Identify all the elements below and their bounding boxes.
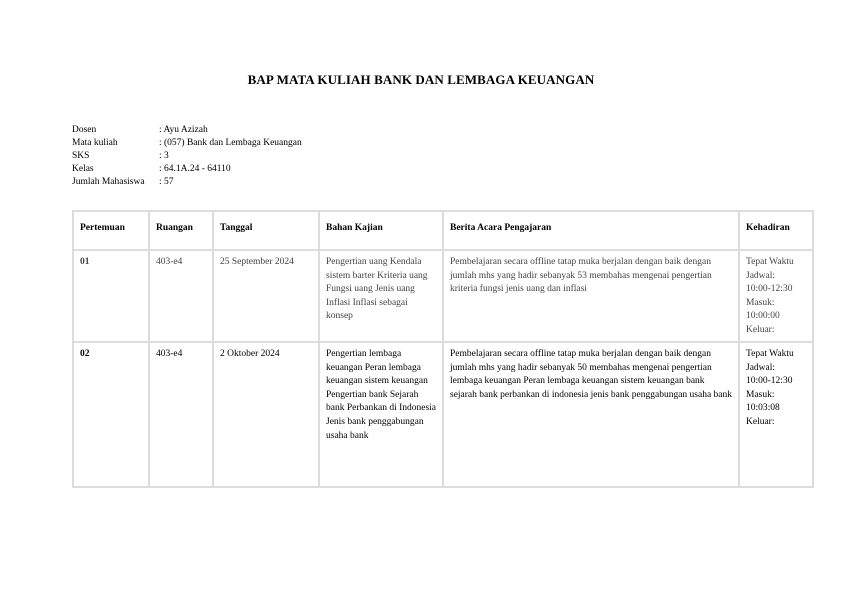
header-pertemuan: Pertemuan: [73, 211, 149, 250]
kehadiran-jadwal: 10:00-12:30: [746, 376, 793, 387]
table-row: [73, 342, 813, 487]
kehadiran-masuk: 10:00:00: [746, 311, 780, 322]
kehadiran-masuk-label: Masuk:: [746, 297, 775, 308]
header-tanggal: Tanggal: [213, 211, 319, 250]
cell-kehadiran: [739, 342, 813, 487]
cell-pertemuan: 02: [73, 342, 149, 487]
cell-bahan-kajian: Pengertian uang Kendala sistem barter Kriteria uang Fungsi uang Jenis uang Inflasi Inflasi sebagai konsep: [319, 250, 443, 342]
cell-tanggal: 25 September 2024: [213, 250, 319, 342]
kehadiran-status: Tepat Waktu: [746, 257, 794, 267]
info-row-mata-kuliah: [72, 137, 302, 150]
header-berita-acara: Berita Acara Pengajaran: [443, 211, 739, 250]
cell-berita-acara: Pembelajaran secara offline tatap muka berjalan dengan baik dengan jumlah mhs yang hadir sebanyak 50 membahas mengenai pengertian lembaga keuangan Peran lembaga keuangan sistem keuangan bank sejarah bank perbankan di indonesia jenis bank penggabungan usaha bank: [443, 342, 739, 487]
page-title: BAP MATA KULIAH BANK DAN LEMBAGA KEUANGAN: [247, 72, 595, 87]
cell-berita-acara: Pembelajaran secara offline tatap muka berjalan dengan baik dengan jumlah mhs yang hadir sebanyak 53 membahas mengenai pengertian kriteria fungsi jenis uang dan inflasi: [443, 250, 739, 342]
kehadiran-keluar-label: Keluar:: [746, 324, 775, 335]
kehadiran-masuk: 10:03:08: [746, 403, 780, 414]
info-value: : 3: [159, 151, 169, 161]
cell-bahan-kajian: Pengertian lembaga keuangan Peran lembaga keuangan sistem keuangan Pengertian bank Sejarah bank Perbankan di Indonesia Jenis bank penggabungan usaha bank: [319, 342, 443, 487]
info-row-jumlah-mahasiswa: [72, 176, 302, 189]
header-kehadiran: Kehadiran: [739, 211, 813, 250]
info-value: : 64.1A.24 - 64110: [159, 164, 231, 174]
cell-tanggal: 2 Oktober 2024: [213, 342, 319, 487]
info-label: Mata kuliah: [72, 138, 118, 148]
kehadiran-keluar-label: Keluar:: [746, 416, 775, 427]
cell-ruangan: 403-e4: [149, 342, 213, 487]
cell-ruangan: 403-e4: [149, 250, 213, 342]
info-label: Jumlah Mahasiswa: [72, 177, 145, 187]
info-value: : 57: [159, 177, 174, 187]
info-row-kelas: [72, 163, 302, 176]
kehadiran-masuk-label: Masuk:: [746, 389, 775, 400]
kehadiran-jadwal-label: Jadwal:: [746, 362, 776, 373]
info-row-sks: [72, 150, 302, 163]
table-header-row: [73, 211, 813, 250]
kehadiran-jadwal: 10:00-12:30: [746, 284, 793, 295]
table-row: [73, 250, 813, 342]
header-ruangan: Ruangan: [149, 211, 213, 250]
info-label: SKS: [72, 151, 90, 161]
cell-pertemuan: 01: [73, 250, 149, 342]
header-bahan-kajian: Bahan Kajian: [319, 211, 443, 250]
course-info: [72, 124, 302, 189]
bap-table: [72, 210, 814, 488]
info-value: : (057) Bank dan Lembaga Keuangan: [159, 138, 302, 148]
kehadiran-jadwal-label: Jadwal:: [746, 270, 776, 281]
cell-kehadiran: [739, 250, 813, 342]
info-value: : Ayu Azizah: [159, 125, 208, 135]
info-row-dosen: [72, 124, 302, 137]
info-label: Kelas: [72, 164, 94, 174]
kehadiran-status: Tepat Waktu: [746, 349, 794, 359]
info-label: Dosen: [72, 125, 97, 135]
